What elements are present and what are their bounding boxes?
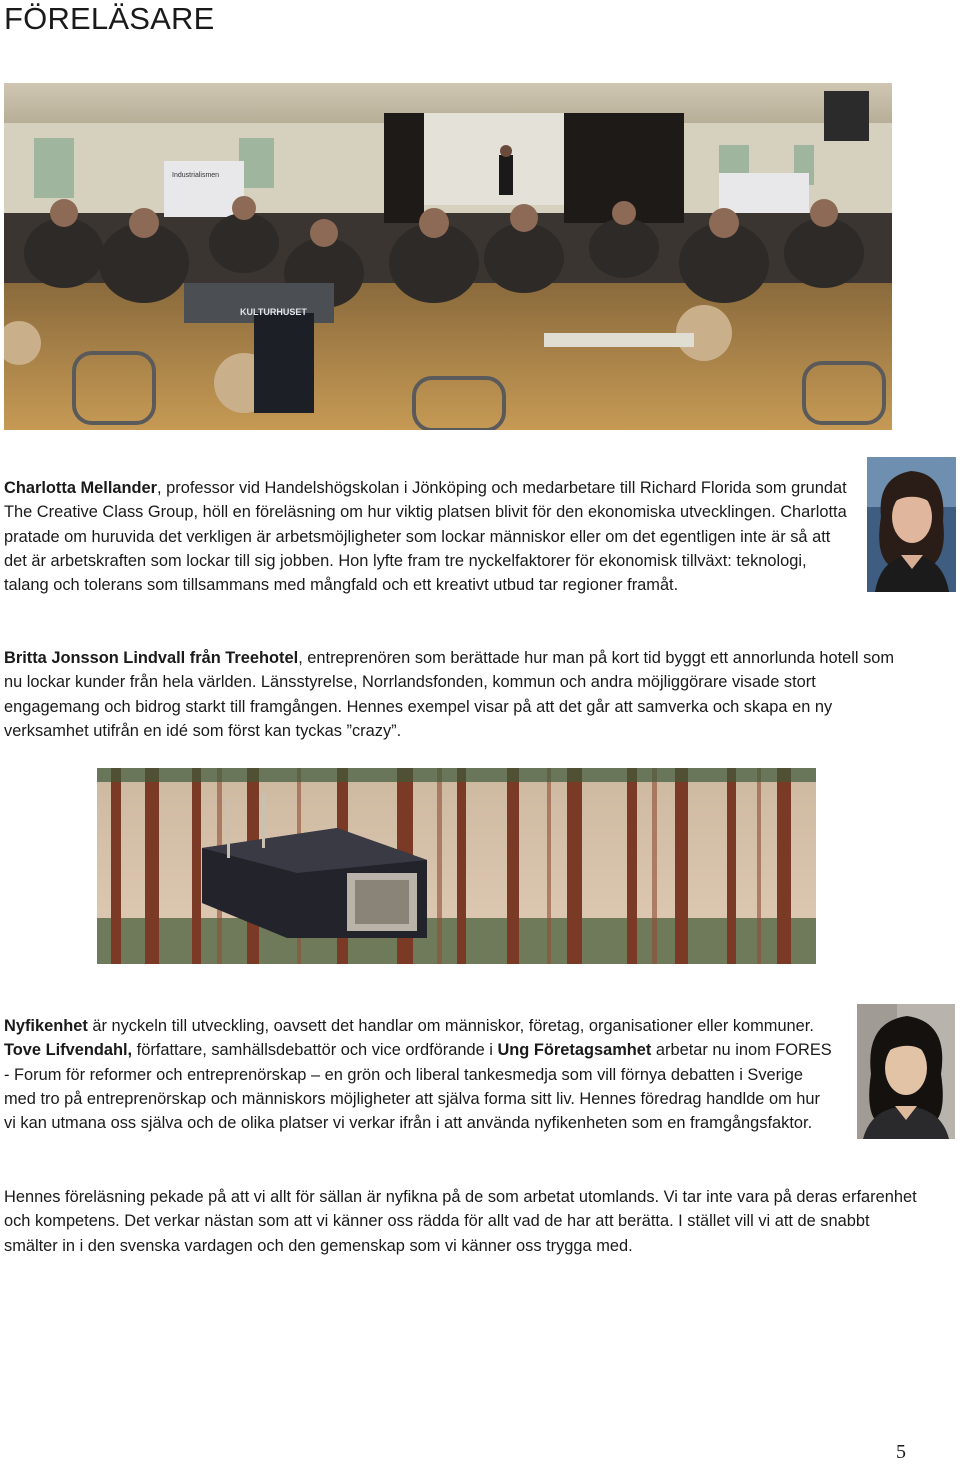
speaker-name-tove: Tove Lifvendahl, — [4, 1041, 133, 1060]
paragraph-text: , professor vid Handelshögskolan i Jönköping och medarbetare till Richard Florida som grundat The Creative Class Group, höll en föreläsning om hur viktig platsen blivit för den ekonomiska utvecklingen. Charlotta pratade om huruvida det verkligen är arbetsmöjligheter som lockar människor eller om det egentligen inte är så att det är arbetskraften som lockar till sig jobben. Hon lyfte fram tre nyckelfaktorer för ekonomisk tillväxt: teknologi, talang och tolerans som tillsammans med mångfald och ett kreativt utbud tar regioner framåt. — [4, 479, 847, 595]
paragraph-charlotta-mellander — [4, 476, 854, 597]
paragraph-text: arbetar nu inom FORES - Forum för reformer och entreprenörskap – en grön och liberal tankesmedja som vill förnya debatten i Sverige med tro på entreprenörskap och människors möjligheter att själva forma sitt liv. Hennes föredrag handlde om hur vi kan utmana oss själva och de olika platser vi verkar ifrån i att använda nyfikenheten som en framgångsfaktor. — [4, 1041, 832, 1133]
paragraph-tove-lifvendahl — [4, 1014, 834, 1135]
paragraph-text: författare, samhällsdebattör och vice ordförande i — [132, 1041, 498, 1060]
page-heading: FÖRELÄSARE — [4, 1, 215, 36]
lecture-audience-photo — [4, 83, 892, 430]
lead-word-nyfikenhet: Nyfikenhet — [4, 1017, 88, 1035]
paragraph-text: Hennes föreläsning pekade på att vi allt för sällan är nyfikna på de som arbetat utomlands. Vi tar inte vara på deras erfarenhet och kompetens. Det verkar nästan som att vi känner oss rädda för allt vad de har att berätta. I stället vill vi att de snabbt smälter in i den svenska vardagen och den gemenskap som vi känner oss trygga med. — [4, 1188, 917, 1255]
paragraph-text: , entreprenören som berättade hur man på kort tid byggt ett annorlunda hotell som nu lockar kunder från hela världen. Länsstyrelse, Norrlandsfonden, kommun och andra möjliggörare visade stort engagemang och bidrog starkt till framgången. Hennes exempel visar på att det går att samverka och skapa en ny verksamhet utifrån en idé som först kan tyckas ”crazy”. — [4, 649, 895, 740]
paragraph-britta-jonsson-lindvall — [4, 646, 914, 743]
speaker-name-charlotta: Charlotta Mellander — [4, 479, 158, 497]
page-number: 5 — [896, 1441, 906, 1463]
portrait-tove-lifvendahl — [857, 1004, 955, 1139]
jacket-print-label: KULTURHUSET — [240, 307, 307, 317]
portrait-charlotta-mellander — [867, 457, 956, 592]
paragraph-text: är nyckeln till utveckling, oavsett det handlar om människor, företag, organisationer eller kommuner. — [87, 1017, 814, 1035]
paragraph-closing — [4, 1185, 924, 1258]
treehotel-photo — [97, 768, 816, 964]
speaker-name-britta: Britta Jonsson Lindvall från Treehotel — [4, 649, 299, 667]
sign-label-left: Industrialismen — [172, 172, 220, 179]
organization-name: Ung Företagsamhet — [497, 1041, 652, 1060]
